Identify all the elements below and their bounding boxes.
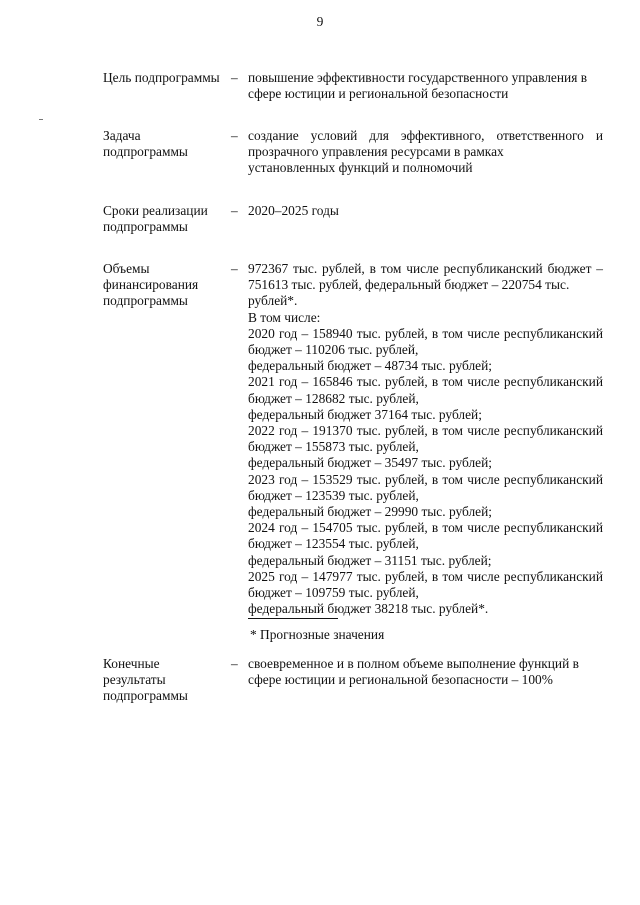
row-label: Конечные результаты подпрограммы xyxy=(103,656,188,704)
row-label: Задача подпрограммы xyxy=(103,128,188,160)
row-dash: – xyxy=(231,261,238,276)
margin-mark xyxy=(39,119,43,120)
row-label: Объемы финансирования подпрограммы xyxy=(103,261,199,309)
footnote-separator xyxy=(248,618,338,619)
row-label: Сроки реализации подпрограммы xyxy=(103,203,208,235)
row-dash: – xyxy=(231,203,238,218)
row-dash: – xyxy=(231,656,238,671)
row-dash: – xyxy=(231,70,238,85)
row-value: 972367 тыс. рублей, в том числе республиканский бюджет – 751613 тыс. рублей, федеральный бюджет – 220754 тыс. рублей*. В том числе: 2020 год – 158940 тыс. рублей, в том числе республиканский бюджет – 110206 тыс. рублей, федеральный бюджет – 48734 тыс. рублей; 2021 год – 165846 тыс. рублей, в том числе республиканский бюджет – 128682 тыс. рублей, федеральный бюджет 37164 тыс. рублей; 2022 год – 191370 тыс. рублей, в том числе республиканский бюджет – 155873 тыс. рублей, федеральный бюджет – 35497 тыс. рублей; 2023 год – 153529 тыс. рублей, в том числе республиканский бюджет – 123539 тыс. рублей, федеральный бюджет – 29990 тыс. рублей; 2024 год – 154705 тыс. рублей, в том числе республиканский бюджет – 123554 тыс. рублей, федеральный бюджет – 31151 тыс. рублей; 2025 год – 147977 тыс. рублей, в том числе республиканский бюджет – 109759 тыс. рублей, федеральный бюджет 38218 тыс. рублей*. xyxy=(248,261,603,617)
row-label: Цель подпрограммы xyxy=(103,70,220,85)
row-dash: – xyxy=(231,128,238,143)
footnote: * Прогнозные значения xyxy=(250,627,385,642)
row-value: создание условий для эффективного, ответственного и прозрачного управления ресурсами в рамках установленных функций и полномочий xyxy=(248,128,603,176)
row-value: 2020–2025 годы xyxy=(248,203,339,218)
row-value: своевременное и в полном объеме выполнение функций в сфере юстиции и региональной безопасности – 100% xyxy=(248,656,579,688)
page-number: 9 xyxy=(316,14,324,29)
row-value: повышение эффективности государственного управления в сфере юстиции и региональной безопасности xyxy=(248,70,588,102)
